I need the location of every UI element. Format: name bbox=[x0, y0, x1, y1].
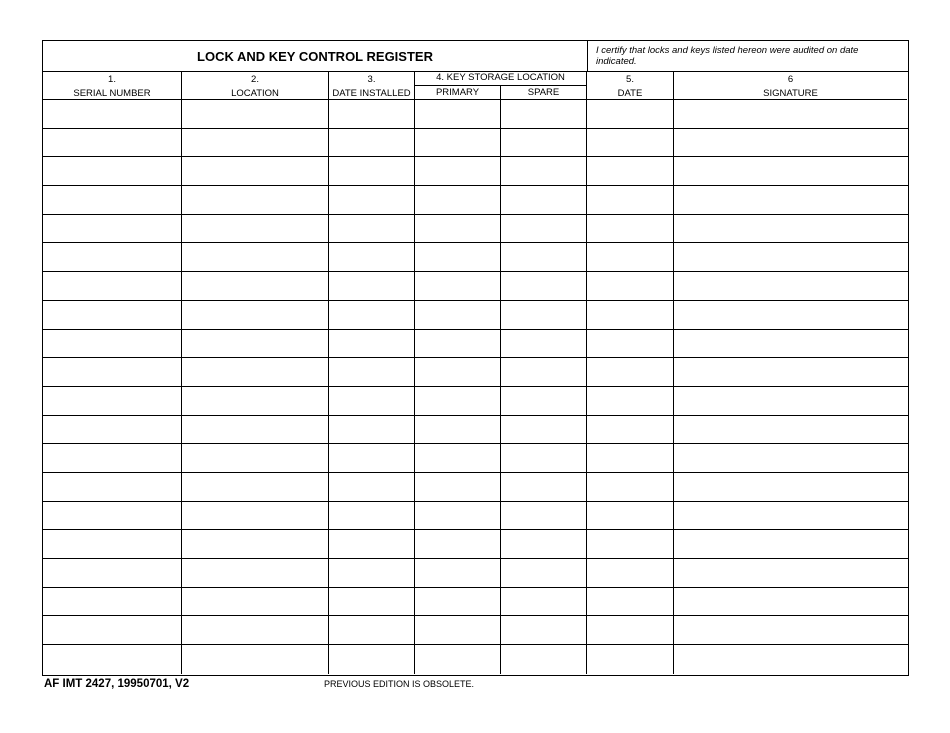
table-row bbox=[43, 530, 908, 559]
primary-cell[interactable] bbox=[415, 157, 501, 185]
header-label: DATE bbox=[617, 88, 643, 99]
serial-number-cell[interactable] bbox=[43, 473, 182, 501]
spare-cell[interactable] bbox=[501, 358, 587, 386]
form-identifier: AF IMT 2427, 19950701, V2 bbox=[44, 678, 190, 690]
table-row bbox=[43, 358, 908, 387]
location-cell[interactable] bbox=[182, 502, 329, 530]
signature-cell[interactable] bbox=[674, 645, 907, 674]
serial-number-cell[interactable] bbox=[43, 502, 182, 530]
primary-cell[interactable] bbox=[415, 358, 501, 386]
signature-cell[interactable] bbox=[674, 330, 907, 358]
serial-number-cell[interactable] bbox=[43, 272, 182, 300]
spare-cell[interactable] bbox=[501, 157, 587, 185]
serial-number-cell[interactable] bbox=[43, 588, 182, 616]
primary-cell[interactable] bbox=[415, 243, 501, 271]
spare-cell[interactable] bbox=[501, 129, 587, 157]
date-cell[interactable] bbox=[587, 645, 674, 674]
signature-cell[interactable] bbox=[674, 416, 907, 444]
serial-number-cell[interactable] bbox=[43, 129, 182, 157]
location-cell[interactable] bbox=[182, 186, 329, 214]
table-row bbox=[43, 588, 908, 617]
table-row bbox=[43, 616, 908, 645]
primary-cell[interactable] bbox=[415, 444, 501, 472]
location-cell[interactable] bbox=[182, 645, 329, 674]
table-row bbox=[43, 186, 908, 215]
table-row bbox=[43, 129, 908, 158]
location-cell[interactable] bbox=[182, 100, 329, 128]
spare-cell[interactable] bbox=[501, 530, 587, 558]
date-cell[interactable] bbox=[587, 243, 674, 271]
date-cell[interactable] bbox=[587, 387, 674, 415]
spare-cell[interactable] bbox=[501, 387, 587, 415]
header-number: 5. bbox=[626, 74, 634, 85]
primary-cell[interactable] bbox=[415, 588, 501, 616]
location-cell[interactable] bbox=[182, 129, 329, 157]
serial-number-cell[interactable] bbox=[43, 444, 182, 472]
spare-cell[interactable] bbox=[501, 588, 587, 616]
date-installed-cell[interactable] bbox=[329, 157, 415, 185]
spare-cell[interactable] bbox=[501, 100, 587, 128]
header-serial-number bbox=[43, 71, 182, 100]
header-label: SERIAL NUMBER bbox=[73, 88, 151, 99]
serial-number-cell[interactable] bbox=[43, 215, 182, 243]
location-cell[interactable] bbox=[182, 358, 329, 386]
date-installed-cell[interactable] bbox=[329, 215, 415, 243]
date-installed-cell[interactable] bbox=[329, 416, 415, 444]
date-cell[interactable] bbox=[587, 301, 674, 329]
primary-cell[interactable] bbox=[415, 616, 501, 644]
date-cell[interactable] bbox=[587, 129, 674, 157]
serial-number-cell[interactable] bbox=[43, 100, 182, 128]
date-cell[interactable] bbox=[587, 616, 674, 644]
date-installed-cell[interactable] bbox=[329, 530, 415, 558]
spare-cell[interactable] bbox=[501, 444, 587, 472]
signature-cell[interactable] bbox=[674, 530, 907, 558]
table-row bbox=[43, 100, 908, 129]
table-row bbox=[43, 215, 908, 244]
table-row bbox=[43, 157, 908, 186]
location-cell[interactable] bbox=[182, 444, 329, 472]
spare-cell[interactable] bbox=[501, 473, 587, 501]
spare-cell[interactable] bbox=[501, 645, 587, 674]
spare-cell[interactable] bbox=[501, 243, 587, 271]
signature-cell[interactable] bbox=[674, 100, 907, 128]
serial-number-cell[interactable] bbox=[43, 243, 182, 271]
primary-cell[interactable] bbox=[415, 387, 501, 415]
lock-key-register-form bbox=[42, 40, 909, 676]
header-label: DATE INSTALLED bbox=[332, 88, 411, 99]
serial-number-cell[interactable] bbox=[43, 387, 182, 415]
signature-cell[interactable] bbox=[674, 616, 907, 644]
spare-cell[interactable] bbox=[501, 301, 587, 329]
location-cell[interactable] bbox=[182, 473, 329, 501]
serial-number-cell[interactable] bbox=[43, 559, 182, 587]
location-cell[interactable] bbox=[182, 530, 329, 558]
location-cell[interactable] bbox=[182, 416, 329, 444]
spare-cell[interactable] bbox=[501, 502, 587, 530]
signature-cell[interactable] bbox=[674, 502, 907, 530]
header-signature bbox=[674, 71, 907, 100]
signature-cell[interactable] bbox=[674, 129, 907, 157]
date-installed-cell[interactable] bbox=[329, 444, 415, 472]
primary-cell[interactable] bbox=[415, 473, 501, 501]
header-label: LOCATION bbox=[231, 88, 279, 99]
signature-cell[interactable] bbox=[674, 301, 907, 329]
signature-cell[interactable] bbox=[674, 215, 907, 243]
primary-cell[interactable] bbox=[415, 416, 501, 444]
signature-cell[interactable] bbox=[674, 243, 907, 271]
header-number: 3. bbox=[367, 74, 376, 85]
spare-cell[interactable] bbox=[501, 272, 587, 300]
spare-cell[interactable] bbox=[501, 215, 587, 243]
signature-cell[interactable] bbox=[674, 387, 907, 415]
signature-cell[interactable] bbox=[674, 157, 907, 185]
spare-cell[interactable] bbox=[501, 330, 587, 358]
serial-number-cell[interactable] bbox=[43, 645, 182, 674]
spare-cell[interactable] bbox=[501, 186, 587, 214]
location-cell[interactable] bbox=[182, 301, 329, 329]
table-row bbox=[43, 645, 908, 674]
date-installed-cell[interactable] bbox=[329, 387, 415, 415]
location-cell[interactable] bbox=[182, 387, 329, 415]
date-cell[interactable] bbox=[587, 330, 674, 358]
table-row bbox=[43, 416, 908, 445]
signature-cell[interactable] bbox=[674, 473, 907, 501]
header-location bbox=[182, 71, 329, 100]
register-table-body bbox=[43, 100, 908, 674]
table-row bbox=[43, 330, 908, 359]
obsolete-note: PREVIOUS EDITION IS OBSOLETE. bbox=[324, 679, 475, 689]
date-installed-cell[interactable] bbox=[329, 129, 415, 157]
table-row bbox=[43, 272, 908, 301]
table-row bbox=[43, 301, 908, 330]
serial-number-cell[interactable] bbox=[43, 530, 182, 558]
location-cell[interactable] bbox=[182, 588, 329, 616]
table-row bbox=[43, 387, 908, 416]
date-cell[interactable] bbox=[587, 473, 674, 501]
primary-cell[interactable] bbox=[415, 186, 501, 214]
date-installed-cell[interactable] bbox=[329, 100, 415, 128]
date-cell[interactable] bbox=[587, 215, 674, 243]
date-cell[interactable] bbox=[587, 100, 674, 128]
table-row bbox=[43, 243, 908, 272]
serial-number-cell[interactable] bbox=[43, 301, 182, 329]
table-row bbox=[43, 444, 908, 473]
serial-number-cell[interactable] bbox=[43, 616, 182, 644]
spare-cell[interactable] bbox=[501, 616, 587, 644]
date-installed-cell[interactable] bbox=[329, 243, 415, 271]
header-label: SIGNATURE bbox=[763, 88, 818, 99]
date-cell[interactable] bbox=[587, 186, 674, 214]
header-date bbox=[587, 71, 674, 100]
date-cell[interactable] bbox=[587, 530, 674, 558]
serial-number-cell[interactable] bbox=[43, 330, 182, 358]
signature-cell[interactable] bbox=[674, 444, 907, 472]
signature-cell[interactable] bbox=[674, 272, 907, 300]
header-number: 1. bbox=[108, 74, 116, 85]
signature-cell[interactable] bbox=[674, 186, 907, 214]
date-installed-cell[interactable] bbox=[329, 588, 415, 616]
primary-cell[interactable] bbox=[415, 215, 501, 243]
signature-cell[interactable] bbox=[674, 588, 907, 616]
primary-cell[interactable] bbox=[415, 330, 501, 358]
table-row bbox=[43, 473, 908, 502]
primary-cell[interactable] bbox=[415, 502, 501, 530]
date-installed-cell[interactable] bbox=[329, 186, 415, 214]
primary-cell[interactable] bbox=[415, 100, 501, 128]
date-installed-cell[interactable] bbox=[329, 616, 415, 644]
serial-number-cell[interactable] bbox=[43, 157, 182, 185]
header-spare: SPARE bbox=[501, 86, 587, 100]
primary-cell[interactable] bbox=[415, 530, 501, 558]
date-cell[interactable] bbox=[587, 416, 674, 444]
certification-statement: I certify that locks and keys listed hereon were audited on date indicated. bbox=[596, 45, 859, 67]
header-date-installed bbox=[329, 71, 415, 100]
primary-cell[interactable] bbox=[415, 272, 501, 300]
date-cell[interactable] bbox=[587, 358, 674, 386]
header-number: 2. bbox=[251, 74, 259, 85]
date-cell[interactable] bbox=[587, 272, 674, 300]
header-number: 6 bbox=[787, 74, 794, 85]
date-cell[interactable] bbox=[587, 588, 674, 616]
form-title: LOCK AND KEY CONTROL REGISTER bbox=[43, 41, 588, 71]
spare-cell[interactable] bbox=[501, 416, 587, 444]
date-cell[interactable] bbox=[587, 157, 674, 185]
location-cell[interactable] bbox=[182, 243, 329, 271]
title-row bbox=[43, 41, 908, 72]
header-primary: PRIMARY bbox=[415, 86, 501, 100]
date-installed-cell[interactable] bbox=[329, 358, 415, 386]
primary-cell[interactable] bbox=[415, 129, 501, 157]
location-cell[interactable] bbox=[182, 330, 329, 358]
date-installed-cell[interactable] bbox=[329, 301, 415, 329]
date-installed-cell[interactable] bbox=[329, 645, 415, 674]
primary-cell[interactable] bbox=[415, 645, 501, 674]
signature-cell[interactable] bbox=[674, 358, 907, 386]
date-cell[interactable] bbox=[587, 502, 674, 530]
location-cell[interactable] bbox=[182, 215, 329, 243]
date-cell[interactable] bbox=[587, 559, 674, 587]
table-row bbox=[43, 502, 908, 531]
location-cell[interactable] bbox=[182, 272, 329, 300]
serial-number-cell[interactable] bbox=[43, 358, 182, 386]
signature-cell[interactable] bbox=[674, 559, 907, 587]
date-installed-cell[interactable] bbox=[329, 330, 415, 358]
primary-cell[interactable] bbox=[415, 301, 501, 329]
primary-cell[interactable] bbox=[415, 559, 501, 587]
header-key-storage-location: 4. KEY STORAGE LOCATION bbox=[415, 71, 587, 86]
date-installed-cell[interactable] bbox=[329, 559, 415, 587]
serial-number-cell[interactable] bbox=[43, 186, 182, 214]
table-row bbox=[43, 559, 908, 588]
spare-cell[interactable] bbox=[501, 559, 587, 587]
location-cell[interactable] bbox=[182, 157, 329, 185]
date-installed-cell[interactable] bbox=[329, 272, 415, 300]
date-installed-cell[interactable] bbox=[329, 502, 415, 530]
date-installed-cell[interactable] bbox=[329, 473, 415, 501]
date-cell[interactable] bbox=[587, 444, 674, 472]
location-cell[interactable] bbox=[182, 616, 329, 644]
serial-number-cell[interactable] bbox=[43, 416, 182, 444]
location-cell[interactable] bbox=[182, 559, 329, 587]
